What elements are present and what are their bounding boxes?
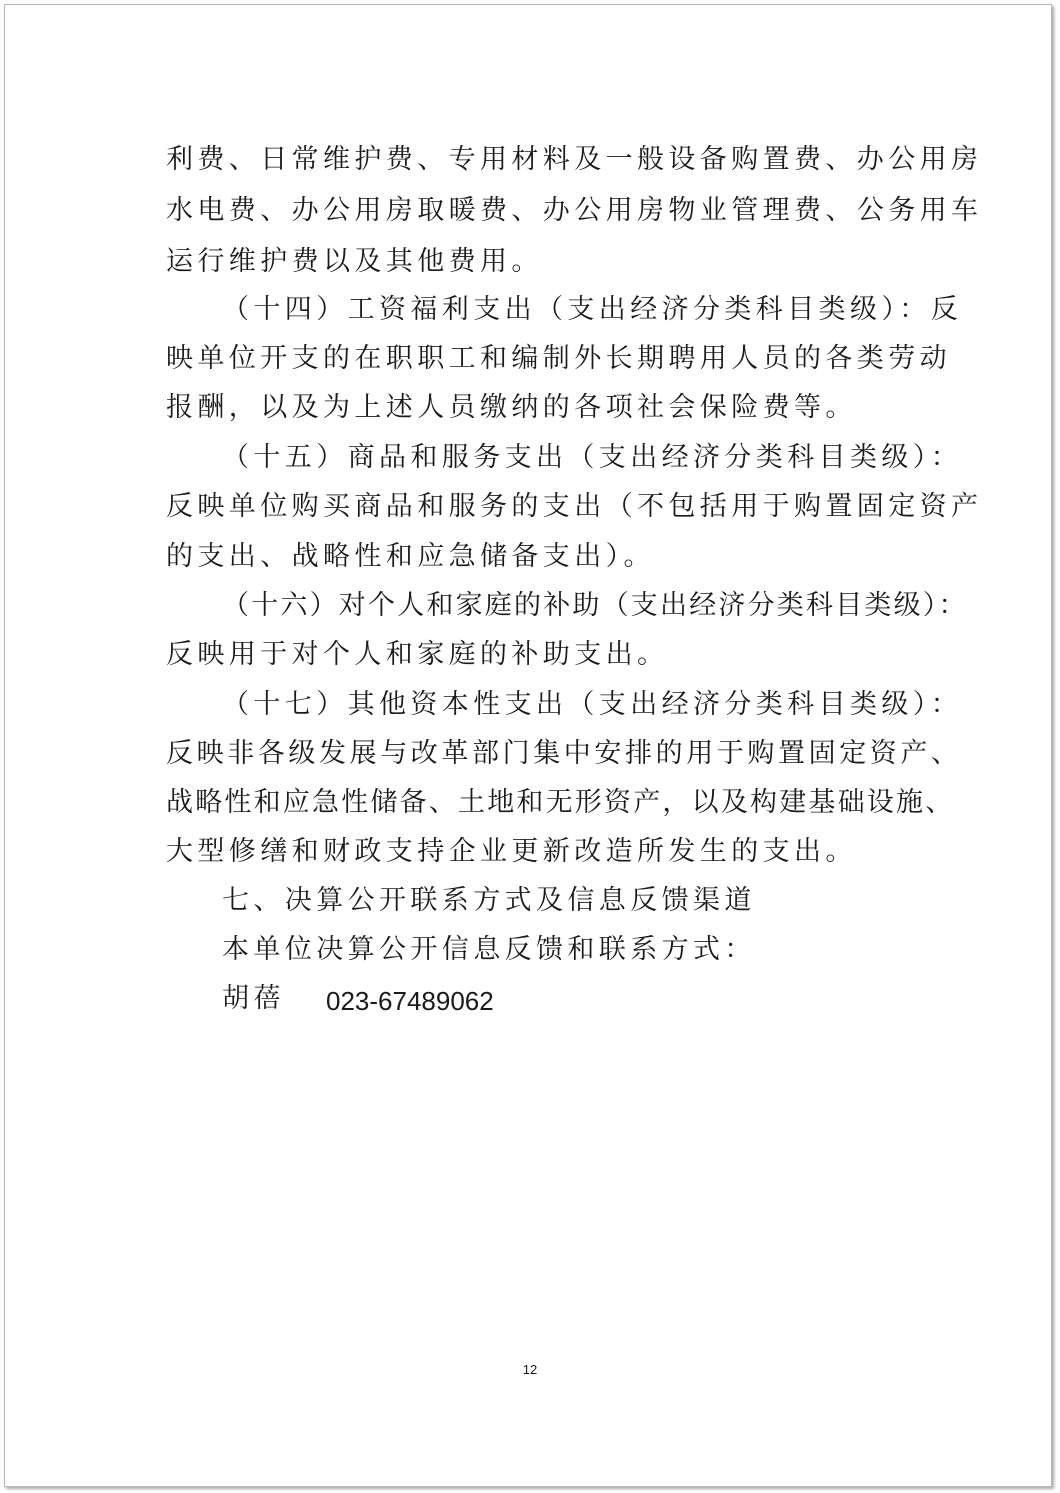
body-text-line: 运行维护费以及其他费用。 — [166, 246, 543, 277]
body-text-line: 反映单位购买商品和服务的支出（不包括用于购置固定资产 — [166, 491, 983, 522]
body-text-line: 反映用于对个人和家庭的补助支出。 — [166, 639, 669, 670]
body-text-line: 报酬，以及为上述人员缴纳的各项社会保险费等。 — [166, 392, 857, 423]
body-text-line: 战略性和应急性储备、土地和无形资产，以及构建基础设施、 — [166, 787, 955, 818]
contact-phone: 023-67489062 — [326, 986, 494, 1016]
body-text-line: 利费、日常维护费、专用材料及一般设备购置费、办公用房 — [166, 144, 983, 175]
section-7-heading: 七、决算公开联系方式及信息反馈渠道 — [222, 885, 756, 916]
contact-intro-text: 本单位决算公开信息反馈和联系方式： — [222, 934, 756, 965]
section-14-heading: （十四）工资福利支出（支出经济分类科目类级）：反 — [222, 294, 963, 325]
contact-name: 胡蓓 — [222, 983, 285, 1014]
section-16-heading: （十六）对个人和家庭的补助（支出经济分类科目类级）： — [222, 590, 968, 621]
section-15-heading: （十五）商品和服务支出（支出经济分类科目类级）： — [222, 442, 963, 473]
body-text-line: 映单位开支的在职职工和编制外长期聘用人员的各类劳动 — [166, 343, 951, 374]
body-text-line: 大型修缮和财政支持企业更新改造所发生的支出。 — [166, 836, 857, 867]
section-17-heading: （十七）其他资本性支出（支出经济分类科目类级）： — [222, 689, 963, 720]
body-text-line: 反映非各级发展与改革部门集中安排的用于购置固定资产、 — [166, 738, 962, 769]
page-number: 12 — [522, 1362, 538, 1377]
body-text-line: 的支出、战略性和应急储备支出）。 — [166, 541, 655, 572]
body-text-line: 水电费、办公用房取暖费、办公用房物业管理费、公务用车 — [166, 195, 983, 226]
